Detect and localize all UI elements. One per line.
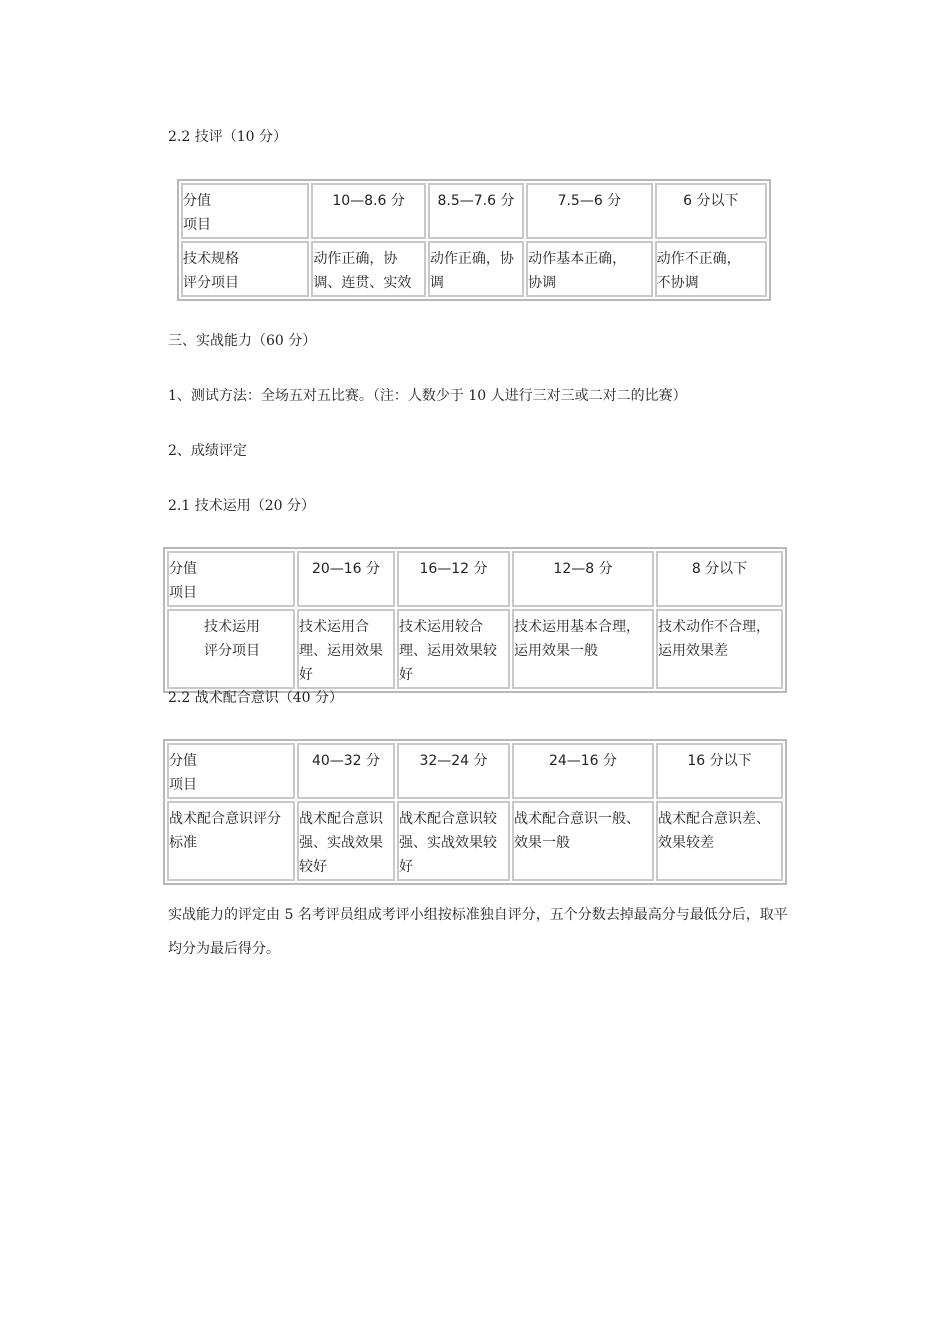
column-header: 8.5—7.6 分 [428,183,524,239]
table-cell: 动作正确，协调 [428,241,524,297]
header-label-item: 项目 [169,777,197,793]
column-header: 20—16 分 [297,551,395,607]
column-header: 40—32 分 [297,743,395,799]
table-cell: 技术运用合理、运用效果好 [297,609,395,689]
table-row [167,801,783,881]
table-cell: 技术运用较合理、运用效果较好 [397,609,510,689]
table-cell: 动作基本正确，协调 [526,241,652,297]
row-label-cell [167,609,295,689]
header-label-score: 分值 [183,193,211,209]
scoring-table-technique-application [163,547,787,693]
header-label-score: 分值 [169,753,197,769]
row-label-line: 评分项目 [204,643,260,659]
table-cell: 动作不正确，不协调 [655,241,767,297]
column-header: 12—8 分 [512,551,654,607]
column-header: 16 分以下 [656,743,783,799]
row-label-line: 技术规格 [183,251,239,267]
header-label-score: 分值 [169,561,197,577]
row-label-line: 评分项目 [183,275,239,291]
table-header-row [181,183,767,239]
section-3-title: 三、实战能力（60 分） [168,333,317,349]
column-header: 8 分以下 [656,551,783,607]
scoring-table-technique [177,179,771,301]
column-header: 32—24 分 [397,743,510,799]
table-cell: 动作正确，协调、连贯、实效 [311,241,425,297]
column-header: 24—16 分 [512,743,654,799]
header-label-cell [167,551,295,607]
column-header: 16—12 分 [397,551,510,607]
column-header: 10—8.6 分 [311,183,425,239]
table-row [181,241,767,297]
section-2-2-title: 2.2 技评（10 分） [168,129,287,145]
table-cell: 战术配合意识差、效果较差 [656,801,783,881]
column-header: 6 分以下 [655,183,767,239]
table-header-row [167,551,783,607]
table-cell: 战术配合意识一般、效果一般 [512,801,654,881]
row-label-line: 技术运用 [204,619,260,635]
scoring-table-tactics [163,739,787,885]
closing-paragraph: 实战能力的评定由 5 名考评员组成考评小组按标准独自评分，五个分数去掉最高分与最低分后，取平均分为最后得分。 [168,907,788,957]
item-2-grading: 2、成绩评定 [168,443,247,459]
table-cell: 战术配合意识较强、实战效果较好 [397,801,510,881]
table-cell: 技术运用基本合理，运用效果一般 [512,609,654,689]
header-label-item: 项目 [183,217,211,233]
section-2-2-tactics-title: 2.2 战术配合意识（40 分） [168,690,343,706]
header-label-cell [181,183,309,239]
table-header-row [167,743,783,799]
column-header: 7.5—6 分 [526,183,652,239]
header-label-cell [167,743,295,799]
row-label-cell [181,241,309,297]
row-label-cell: 战术配合意识评分标准 [167,801,295,881]
table-cell: 技术动作不合理，运用效果差 [656,609,783,689]
table-cell: 战术配合意识强、实战效果较好 [297,801,395,881]
section-2-1-title: 2.1 技术运用（20 分） [168,498,315,514]
header-label-item: 项目 [169,585,197,601]
table-row [167,609,783,689]
item-1-test-method: 1、测试方法：全场五对五比赛。（注：人数少于 10 人进行三对三或二对二的比赛） [168,388,687,404]
